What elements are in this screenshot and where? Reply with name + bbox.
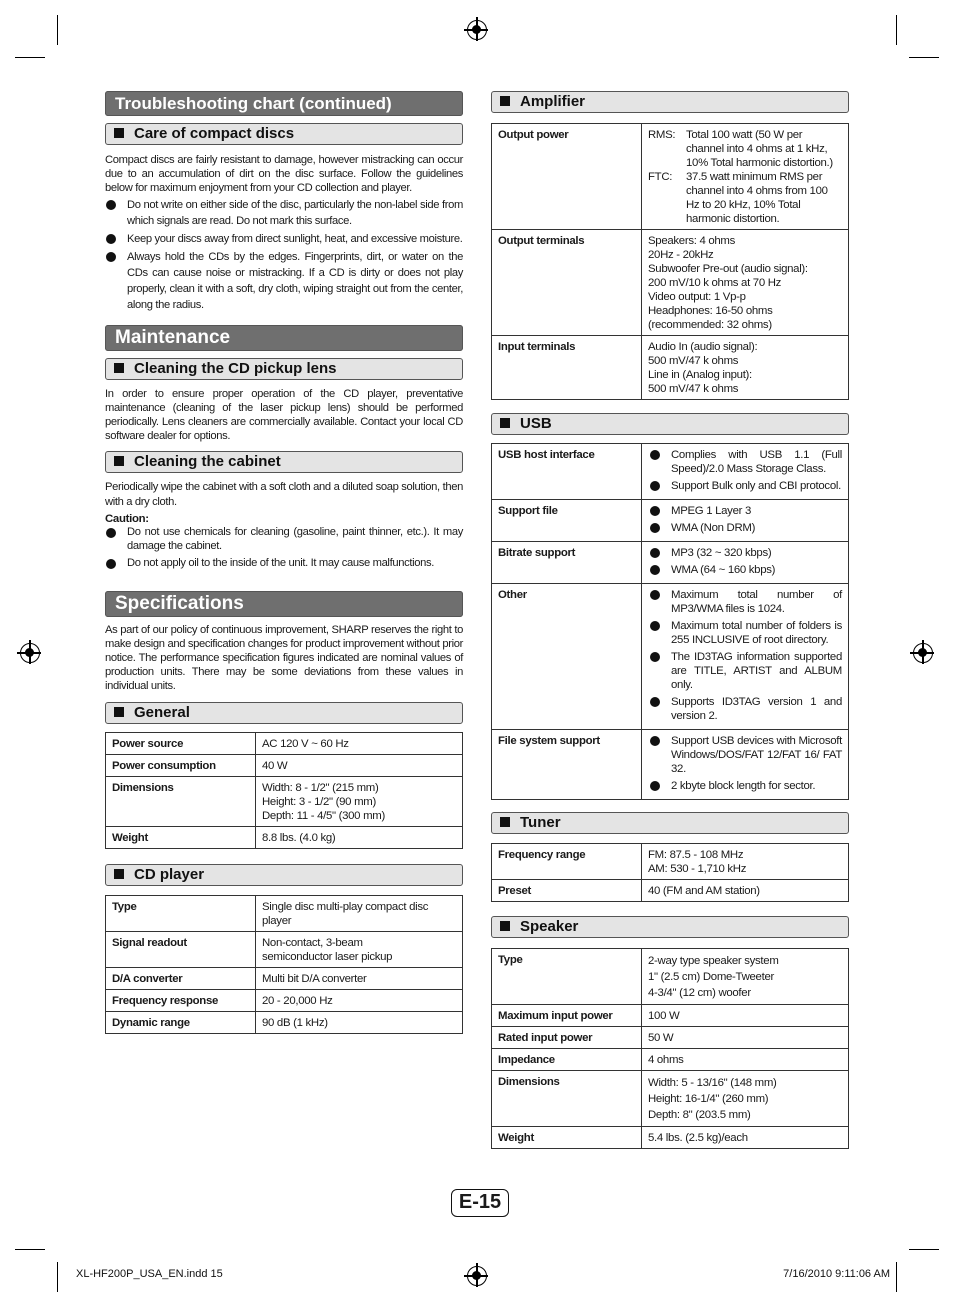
spec-key: Frequency response <box>106 989 256 1011</box>
spec-value-line: FM: 87.5 - 108 MHz <box>648 849 744 861</box>
cd-player-heading-label: CD player <box>134 865 205 883</box>
spec-value <box>642 949 849 1005</box>
spec-key: Maximum input power <box>492 1005 642 1027</box>
care-heading-label: Care of compact discs <box>134 125 295 142</box>
table-row <box>492 584 849 730</box>
table-row <box>492 1071 849 1127</box>
spec-value <box>256 1011 463 1033</box>
list-item <box>648 734 842 776</box>
spec-value <box>256 732 463 754</box>
list-item <box>648 448 842 476</box>
amplifier-heading <box>491 91 849 113</box>
registration-mark-icon <box>467 20 487 40</box>
spec-value <box>256 967 463 989</box>
spec-value-line: 500 mV/47 k ohms <box>648 383 739 395</box>
spec-value <box>642 444 849 500</box>
cabinet-text: Periodically wipe the cabinet with a soft cloth and a diluted soap solution, then with a dry cloth. <box>105 481 463 508</box>
bullet-icon <box>106 252 116 262</box>
spec-value-line: (recommended: 32 ohms) <box>648 319 772 331</box>
spec-value-line: Line in (Analog input): <box>648 369 752 381</box>
bullet-icon <box>650 450 660 460</box>
table-row <box>492 230 849 336</box>
table-row <box>492 1049 849 1071</box>
spec-value <box>256 895 463 931</box>
list-item <box>105 556 463 570</box>
table-row <box>106 895 463 931</box>
bullet-icon <box>650 481 660 491</box>
bullet-icon <box>650 621 660 631</box>
care-intro: Compact discs are fairly resistant to damage, however mistracking can occur due to an accumulation of dirt on the disc surface. Follow the guidelines below for maximum enjoyment from your CD collection and player. <box>105 154 463 195</box>
square-bullet-icon <box>114 363 124 373</box>
footer-timestamp: 7/16/2010 9:11:06 AM <box>783 1268 890 1280</box>
bullet-icon <box>650 506 660 516</box>
spec-key: Signal readout <box>106 931 256 967</box>
cabinet-heading <box>105 451 463 473</box>
crop-mark <box>896 15 897 45</box>
list-item <box>648 588 842 616</box>
list-item <box>648 779 842 793</box>
spec-value <box>642 880 849 902</box>
usb-bullets <box>648 546 842 577</box>
list-item <box>105 197 463 229</box>
list-item-text: 2 kbyte block length for sector. <box>671 780 816 792</box>
crop-mark <box>896 1262 897 1292</box>
spec-value-line: Depth: 11 - 4/5" (300 mm) <box>262 809 385 822</box>
list-item-text: Support Bulk only and CBI protocol. <box>671 480 841 492</box>
spec-value-line: AC 120 V ~ 60 Hz <box>262 737 349 750</box>
bullet-icon <box>106 528 116 538</box>
spec-key: Power consumption <box>106 754 256 776</box>
spec-key: D/A converter <box>106 967 256 989</box>
spec-value-line: Multi bit D/A converter <box>262 972 367 985</box>
amplifier-table <box>491 123 849 400</box>
list-item <box>648 563 842 577</box>
spec-value <box>642 1005 849 1027</box>
spec-value-line: 50 W <box>648 1032 674 1044</box>
list-item-text: Maximum total number of MP3/WMA files is 1024. <box>671 589 842 615</box>
usb-bullets <box>648 734 842 793</box>
list-item-text: MPEG 1 Layer 3 <box>671 505 752 517</box>
list-item-text: MP3 (32 ~ 320 kbps) <box>671 547 772 559</box>
spec-key: Support file <box>492 500 642 542</box>
table-row <box>492 124 849 230</box>
spec-key: Dimensions <box>106 776 256 826</box>
spec-value-line: semiconductor laser pickup <box>262 950 393 963</box>
list-item-text: Complies with USB 1.1 (Full Speed)/2.0 Mass Storage Class. <box>671 449 842 475</box>
crop-mark <box>57 1262 58 1292</box>
caution-bullet-list <box>105 525 463 570</box>
spec-value-line: AM: 530 - 1,710 kHz <box>648 863 747 875</box>
list-item <box>648 504 842 518</box>
spec-value-line: 200 mV/10 k ohms at 70 Hz <box>648 277 782 289</box>
square-bullet-icon <box>114 707 124 717</box>
registration-mark-icon <box>467 1266 487 1286</box>
spec-value <box>256 989 463 1011</box>
square-bullet-icon <box>500 817 510 827</box>
spec-key: Weight <box>106 826 256 848</box>
spec-value-line: Height: 16-1/4" (260 mm) <box>648 1093 769 1105</box>
right-column <box>491 91 849 1149</box>
spec-key: Dynamic range <box>106 1011 256 1033</box>
list-item <box>648 695 842 723</box>
left-column <box>105 91 463 1034</box>
table-row <box>492 1127 849 1149</box>
list-item <box>648 650 842 692</box>
tuner-table <box>491 843 849 902</box>
spec-value-line: Audio In (audio signal): <box>648 341 758 353</box>
spec-key: Bitrate support <box>492 542 642 584</box>
spec-value-line: Headphones: 16-50 ohms <box>648 305 773 317</box>
spec-value <box>642 230 849 336</box>
spec-value <box>642 1127 849 1149</box>
table-row <box>492 1027 849 1049</box>
cd-player-table <box>105 895 463 1034</box>
list-item-text: Do not use chemicals for cleaning (gasoline, paint thinner, etc.). It may damage the cabinet. <box>127 525 463 552</box>
square-bullet-icon <box>114 128 124 138</box>
spec-key: Output terminals <box>492 230 642 336</box>
footer-filename: XL-HF200P_USA_EN.indd 15 <box>76 1268 223 1280</box>
spec-value-line: 40 (FM and AM station) <box>648 885 760 897</box>
list-item-text: The ID3TAG information supported are TITLE, ARTIST and ALBUM only. <box>671 651 842 691</box>
spec-value <box>642 336 849 400</box>
table-row <box>106 1011 463 1033</box>
table-row <box>106 826 463 848</box>
pickup-lens-heading <box>105 358 463 380</box>
table-row <box>106 967 463 989</box>
caution-label: Caution: <box>105 512 149 525</box>
spec-value-line: 5.4 lbs. (2.5 kg)/each <box>648 1132 748 1144</box>
general-heading <box>105 702 463 724</box>
spec-value <box>642 1049 849 1071</box>
table-row <box>492 336 849 400</box>
bullet-icon <box>650 523 660 533</box>
square-bullet-icon <box>500 921 510 931</box>
spec-value-line: 4-3/4" (12 cm) woofer <box>648 987 751 999</box>
spec-value-line: Depth: 8" (203.5 mm) <box>648 1109 751 1121</box>
table-row <box>492 1005 849 1027</box>
pickup-lens-heading-label: Cleaning the CD pickup lens <box>134 359 337 377</box>
rms-text: Total 100 watt (50 W per channel into 4 ohms at 1 kHz, 10% Total harmonic distortion.) <box>686 129 833 169</box>
list-item-text: WMA (Non DRM) <box>671 522 756 534</box>
general-table <box>105 732 463 849</box>
general-heading-label: General <box>134 703 190 721</box>
usb-bullets <box>648 448 842 493</box>
speaker-table <box>491 948 849 1149</box>
usb-bullets <box>648 504 842 535</box>
bullet-icon <box>650 697 660 707</box>
usb-heading <box>491 413 849 435</box>
spec-value <box>642 730 849 800</box>
table-row <box>492 730 849 800</box>
bullet-icon <box>650 736 660 746</box>
square-bullet-icon <box>114 869 124 879</box>
spec-value-line: Single disc multi-play compact disc player <box>262 900 429 927</box>
spec-value-line: 40 W <box>262 759 288 772</box>
spec-value <box>256 754 463 776</box>
spec-value <box>642 1027 849 1049</box>
list-item-text: Supports ID3TAG version 1 and version 2. <box>671 696 842 722</box>
bullet-icon <box>106 234 116 244</box>
care-bullet-list <box>105 197 463 313</box>
spec-value <box>256 826 463 848</box>
table-row <box>492 444 849 500</box>
spec-value <box>642 500 849 542</box>
table-row <box>492 500 849 542</box>
table-row <box>106 989 463 1011</box>
spec-value-line: Subwoofer Pre-out (audio signal): <box>648 263 808 275</box>
bullet-icon <box>650 590 660 600</box>
spec-value-line: 8.8 lbs. (4.0 kg) <box>262 831 336 844</box>
table-row <box>492 542 849 584</box>
table-row <box>106 754 463 776</box>
spec-value-line: Speakers: 4 ohms <box>648 235 736 247</box>
crop-mark <box>909 1249 939 1250</box>
usb-heading-label: USB <box>520 415 552 432</box>
spec-key: Output power <box>492 124 642 230</box>
specifications-intro: As part of our policy of continuous improvement, SHARP reserves the right to make design and specification changes for product improvement without prior notice. The performance specification figures indicated are nominal values of production units. There may be some deviations from these values in individual units. <box>105 623 463 692</box>
spec-value-line: 90 dB (1 kHz) <box>262 1016 328 1029</box>
spec-key: Power source <box>106 732 256 754</box>
list-item-text: Keep your discs away from direct sunlight, heat, and excessive moisture. <box>127 232 463 245</box>
spec-key: File system support <box>492 730 642 800</box>
speaker-heading <box>491 916 849 938</box>
spec-key: Rated input power <box>492 1027 642 1049</box>
list-item <box>648 521 842 535</box>
table-row <box>106 931 463 967</box>
specifications-heading: Specifications <box>105 591 463 617</box>
square-bullet-icon <box>114 456 124 466</box>
amplifier-heading-label: Amplifier <box>520 93 586 110</box>
bullet-icon <box>650 652 660 662</box>
spec-key: Type <box>492 949 642 1005</box>
bullet-icon <box>106 559 116 569</box>
spec-value-line: Width: 5 - 13/16" (148 mm) <box>648 1077 777 1089</box>
list-item <box>648 479 842 493</box>
list-item-text: Always hold the CDs by the edges. Fingerprints, dirt, or water on the CDs can cause noise or mistracking. If a CD is dirty or does not play properly, clean it with a soft, dry cloth, wiping straight out from the center, along the radius. <box>127 250 463 311</box>
maintenance-heading: Maintenance <box>105 325 463 351</box>
spec-value-line: Width: 8 - 1/2" (215 mm) <box>262 781 379 794</box>
spec-key: Other <box>492 584 642 730</box>
spec-value <box>642 124 849 230</box>
list-item <box>648 546 842 560</box>
spec-key: Type <box>106 895 256 931</box>
bullet-icon <box>650 565 660 575</box>
spec-value <box>642 584 849 730</box>
care-heading <box>105 123 463 145</box>
spec-value-line: 1" (2.5 cm) Dome-Tweeter <box>648 971 774 983</box>
spec-value-line: 100 W <box>648 1010 680 1022</box>
pickup-lens-text: In order to ensure proper operation of the CD player, preventative maintenance (cleaning of the laser pickup lens) should be performed periodically. Lens cleaners are commercially available. Contact your local CD software dealer for options. <box>105 387 463 443</box>
list-item-text: WMA (64 ~ 160 kbps) <box>671 564 776 576</box>
registration-mark-icon <box>20 643 40 663</box>
table-row <box>492 949 849 1005</box>
spec-key: Input terminals <box>492 336 642 400</box>
list-item-text: Maximum total number of folders is 255 INCLUSIVE of root directory. <box>671 620 842 646</box>
list-item-text: Support USB devices with Microsoft Windows/DOS/FAT 12/FAT 16/ FAT 32. <box>671 735 842 775</box>
spec-value <box>256 931 463 967</box>
spec-value-line: 500 mV/47 k ohms <box>648 355 739 367</box>
registration-mark-icon <box>913 643 933 663</box>
spec-value-line: 4 ohms <box>648 1054 684 1066</box>
table-row <box>106 732 463 754</box>
spec-key: Impedance <box>492 1049 642 1071</box>
crop-mark <box>909 57 939 58</box>
cd-player-heading <box>105 864 463 886</box>
ftc-label: FTC: <box>648 171 673 183</box>
usb-bullets <box>648 588 842 723</box>
square-bullet-icon <box>500 96 510 106</box>
rms-block <box>648 128 842 226</box>
table-row <box>492 880 849 902</box>
list-item <box>105 249 463 313</box>
tuner-heading <box>491 812 849 834</box>
square-bullet-icon <box>500 418 510 428</box>
spec-value <box>256 776 463 826</box>
spec-key: Dimensions <box>492 1071 642 1127</box>
crop-mark <box>15 1249 45 1250</box>
bullet-icon <box>106 200 116 210</box>
spec-value-line: 20 - 20,000 Hz <box>262 994 333 1007</box>
spec-value-line: Non-contact, 3-beam <box>262 936 363 949</box>
spec-value-line: 2-way type speaker system <box>648 955 779 967</box>
spec-value-line: Height: 3 - 1/2" (90 mm) <box>262 795 376 808</box>
list-item <box>105 525 463 553</box>
usb-table <box>491 443 849 800</box>
crop-mark <box>15 57 45 58</box>
spec-key: Preset <box>492 880 642 902</box>
list-item-text: Do not apply oil to the inside of the unit. It may cause malfunctions. <box>127 556 434 569</box>
list-item <box>105 231 463 247</box>
bullet-icon <box>650 781 660 791</box>
table-row <box>106 776 463 826</box>
cabinet-heading-label: Cleaning the cabinet <box>134 453 281 471</box>
spec-value <box>642 1071 849 1127</box>
spec-key: Frequency range <box>492 844 642 880</box>
table-row <box>492 844 849 880</box>
spec-key: Weight <box>492 1127 642 1149</box>
list-item-text: Do not write on either side of the disc, particularly the non-label side from which signals are read. Do not mark this surface. <box>127 198 463 227</box>
crop-mark <box>57 15 58 45</box>
spec-key: USB host interface <box>492 444 642 500</box>
bullet-icon <box>650 548 660 558</box>
spec-value-line: 20Hz - 20kHz <box>648 249 714 261</box>
spec-value <box>642 844 849 880</box>
spec-value <box>642 542 849 584</box>
page-number: E-15 <box>451 1189 509 1217</box>
rms-label: RMS: <box>648 129 676 141</box>
tuner-heading-label: Tuner <box>520 814 561 831</box>
spec-value-line: Video output: 1 Vp-p <box>648 291 746 303</box>
speaker-heading-label: Speaker <box>520 918 579 935</box>
ftc-text: 37.5 watt minimum RMS per channel into 4 ohms from 100 Hz to 20 kHz, 10% Total harmonic distortion. <box>686 171 828 225</box>
troubleshooting-heading: Troubleshooting chart (continued) <box>105 91 463 116</box>
list-item <box>648 619 842 647</box>
